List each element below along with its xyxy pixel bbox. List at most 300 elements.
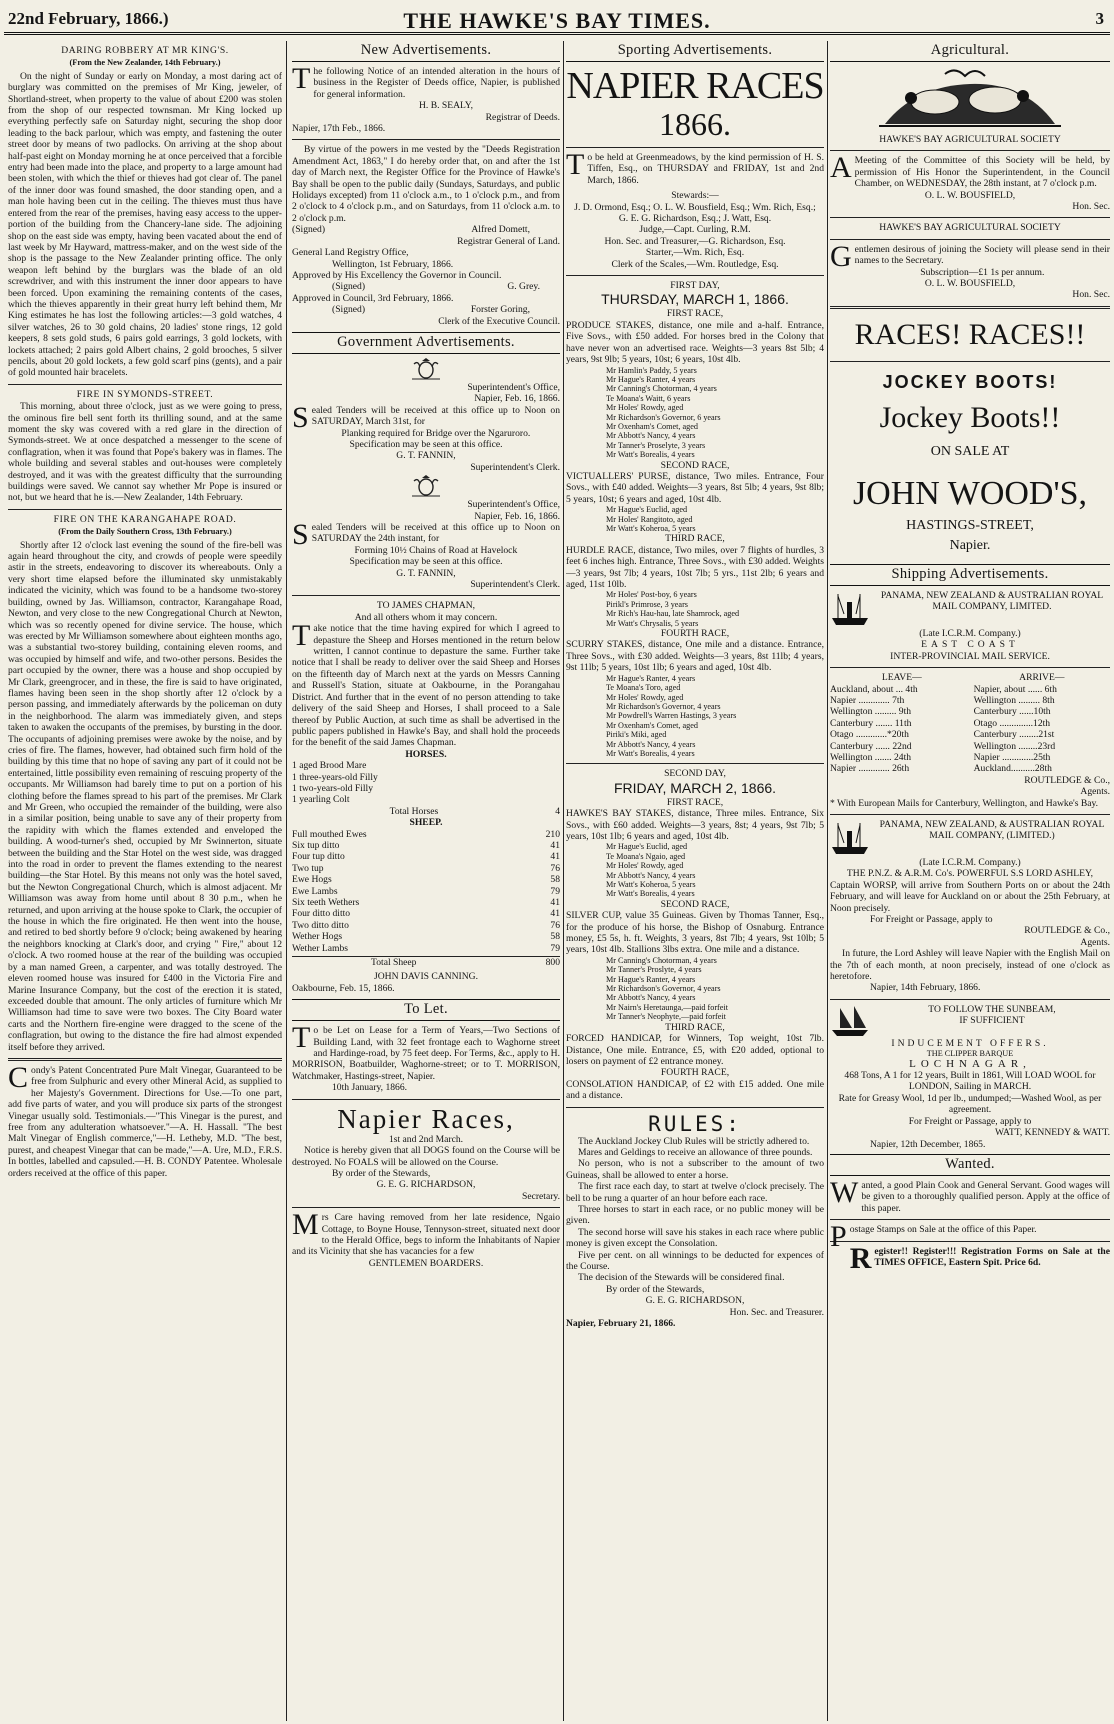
tender-spec: Specification may be seen at this office. [349,556,503,568]
race-label: THIRD RACE, [665,1021,725,1033]
signature-role: Hon. Sec. [1072,289,1110,301]
schedule-row [830,695,1110,706]
sheep-kind: Ewe Lambs [292,885,338,897]
schedule-arrive: Otago ..............12th [973,717,1051,729]
article-body-robbery: On the night of Sunday or early on Monday, a most daring act of burglary was committed on the premises of Mr King, jeweler, of Shortland-street, when property to the value of about £200 was stolen from the shop of our respected townsman. Mr King locked up everything perfectly safe on Saturday night, securing the shop door leading to the back parlour, which was empty, and fastening the outer street door by means of two padlocks. On arriving at the shop about half-past eight on Monday morning he at once perceived that a forcible entry had been made into the place, and property to a large amount had been stolen, with which the thief or thieves had got clear of. The panel of the inner door was found smashed, the door standing open, and a man hole having been cut in the ceiling. The thieves must thus have entered from the rear of the premises, having easy access to the upper-portion of the building from the Chancery-lane side. The adjoining shop on the east side was empty, having been vacated about the end of last week by Mr Hayward, mattress-maker, and on the west side of the shop is the passage to the New Zealander printing office. The only weapon left behind by the burglars was the blade of an old screwdriver, and with this instrument the inner door appears to have been forced. Upon examining the remaining contents of the cases, which the thieves apparently in their great hurry left behind them, Mr King estimates he has lost the following articles:—3 gold watches, 4 silver watches, 26 to 30 gold chains, 20 ladies' stone rings, 12 gold keepers, 8 sets gold studs, 6 pairs gold earrings, 3 gold lockets, with lockets attached; 2 pairs gold Albert chains, 2 gold brooches, 5 silver pencils, about 20 gold lockets, a few gold scarf pins (gents), and a pair of gold mounted hair bracelets. [8,70,282,379]
signature-canning: JOHN DAVIS CANNING. [373,971,479,983]
sheep-count: 76 [550,919,560,931]
column-sporting [566,41,824,1721]
section-heading-shipping: Shipping Advertisements. [830,564,1110,586]
race-entry: Mr Watt's Borealis, 4 years [606,748,695,758]
rule-item: The second horse will save his stakes in each race where public money is given except the Consolation. [566,1226,824,1250]
section-heading-to-let: To Let. [292,999,560,1021]
race-entry: Mr Watt's Koheroa, 5 years [606,880,696,889]
signature-sealy: H. B. SEALY, [418,100,474,112]
notice-date: 10th January, 1866. [332,1082,408,1094]
races-year: 1866. [659,106,731,142]
sheep-count: 79 [550,942,560,954]
schedule-leave: Auckland, about ... 4th [830,683,918,695]
race-label: THIRD RACE, [665,533,725,545]
society-name: HAWKE'S BAY AGRICULTURAL SOCIETY [879,222,1061,234]
race-entry: Mr Holes' Post-boy, 6 years [606,590,697,600]
sheep-total: Total Sheep 800 [292,956,560,968]
sheep-row [292,829,560,840]
schedule-arrive: Napier .............25th [973,751,1051,763]
divider [292,1099,560,1100]
race-entry: Mr Abbott's Nancy, 4 years [606,870,696,880]
schedule-row [830,752,1110,763]
article-source: (From the New Zealander, 14th February.) [69,58,221,68]
schedule-leave: Otago .............*20th [830,729,909,741]
race-entry: Mr Canning's Chotorman, 4 years [606,384,717,394]
divider [830,814,1110,815]
column-news [8,41,282,1721]
issue-date: 22nd February, 1866.) [8,9,169,28]
official-secretary: Hon. Sec. and Treasurer,—G. Richardson, Esq. [604,235,786,247]
race-conditions: VICTUALLERS' PURSE, distance, Two miles. Entrance, Four Sovs., with £40 added. Weights—3 years, 8st 5lb; 4 years, 9st 8lb; 5 years, 10st; 6 years and aged, 10st 4lb. [566,470,824,505]
race-conditions: CONSOLATION HANDICAP, of £2 with £15 added. One mile and a distance. [566,1078,824,1102]
sheep-kind: Six teeth Wethers [292,897,360,908]
signature-richardson: G. E. G. RICHARDSON, [645,1295,745,1307]
sheep-title: SHEEP. [409,817,443,829]
tender-spec: Specification may be seen at this office. [349,438,503,450]
race-entry: Mr Hamlin's Paddy, 5 years [606,365,697,375]
race-entry: Mr Watt's Borealis, 4 years [606,889,695,899]
barque-label: THE CLIPPER BARQUE [926,1049,1014,1059]
office-date: Napier, Feb. 16, 1866. [474,510,560,522]
office-name: Superintendent's Office, [467,499,560,511]
section-heading-government: Government Advertisements. [292,332,560,354]
signature-role: Clerk of the Executive Council. [438,315,560,327]
race-label: SECOND RACE, [660,459,730,471]
official-starter: Starter,—Wm. Rich, Esq. [645,247,745,259]
horse-item: 1 two-years-old Filly [292,782,374,794]
divider [292,139,560,140]
divider [830,361,1110,362]
sheep-kind: Four tup ditto [292,851,345,863]
horses-title: HORSES. [405,748,447,760]
rules-list [566,1136,824,1284]
office-date: Wellington, 1st February, 1866. [332,258,454,270]
steamship-icon [830,590,870,628]
schedule-leave: Canterbury ....... 11th [830,717,912,729]
napier-races-notice: Notice is hereby given that all DOGS found on the Course will be destroyed. No FOALS will be allowed on the Course. [292,1145,560,1168]
sheep-row [292,943,560,954]
signature-richardson: G. E. G. RICHARDSON, [376,1179,476,1191]
race-label: FOURTH RACE, [660,628,730,640]
stewards-order: By order of the Stewards, [606,1283,705,1295]
signature-role: Secretary. [522,1190,560,1202]
divider [566,275,824,276]
membership-notice: Gentlemen desirous of joining the Society will please send in their names to the Secretary. [830,239,1110,273]
race-conditions: PRODUCE STAKES, distance, one mile and a-half. Entrance, Five Sovs., with £50 added. For horses bred in the Colony that have never won an advertised race. Weights—3 years 8st 5lb; 4 years, 9st 9lb; 5 years, 10st; 6 years, 10st 4lb. [566,319,824,366]
company-note: (Late I.C.R.M. Company.) [919,627,1021,639]
race-entry: Mr Holes' Rowdy, aged [606,692,684,702]
schedule-row [830,741,1110,752]
chapman-subtitle: And all others whom it may concern. [354,611,498,623]
wool-rate: Rate for Greasy Wool, 1d per lb., undumped;—Washed Wool, as per agreement. [838,1092,1102,1116]
signature-role: Hon. Sec. [1072,201,1110,213]
signature-grey: G. Grey. [507,281,540,293]
agent-routledge: ROUTLEDGE & Co., [1024,774,1110,786]
schedule-arrive: Wellington ......... 8th [973,694,1055,706]
race-entry: Mr Richardson's Governor, 4 years [606,984,721,994]
schedule-row [830,684,1110,695]
race-entry: Te Moana's Ngaio, aged [606,851,686,861]
race-entry: Mr Abbott's Nancy, 4 years [606,739,696,749]
race-label: FIRST RACE, [666,308,724,320]
stewards-names: G. E. G. Richardson, Esq.; J. Watt, Esq. [618,213,772,225]
sheep-count: 41 [550,851,560,863]
sheep-row [292,874,560,885]
sheep-count: 41 [550,839,560,851]
advert-panama-2 [830,819,1110,857]
race-entry: Mr Oxenham's Comet, aged [606,720,698,730]
race-entry: Mr Watt's Borealis, 4 years [606,450,695,460]
future-notice: In future, the Lord Ashley will leave Napier with the English Mail on the 7th of each month, at noon precisely, instead of one o'clock as heretofore. [830,948,1110,983]
agent-label: Agents. [1080,936,1110,948]
office-name: General Land Registry Office, [292,247,409,259]
rule-item: Three horses to start in each race, or no public money will be given. [566,1203,824,1227]
sheep-count: 41 [550,897,560,908]
race-conditions: FORCED HANDICAP, for Winners, Top weight, 10st 7lb. Distance, One mile. Entrance, £5, with £20 added, optional to losers on payment of £2 entrance money. [566,1033,824,1067]
notice-date: Napier, 14th February, 1866. [870,982,981,994]
notice-date: Napier, February 21, 1866. [566,1318,676,1330]
follow-line: TO FOLLOW THE SUNBEAM, [928,1003,1056,1015]
sheep-row [292,886,560,897]
day-date: FRIDAY, MARCH 2, 1866. [613,779,777,796]
rule-item: No person, who is not a subscriber to the amount of two Guineas, shall be allowed to enter a horse. [566,1158,824,1181]
signature-role: Hon. Sec. and Treasurer. [729,1306,824,1318]
royal-crest-icon [409,358,443,380]
notice-date: Napier, 17th Feb., 1866. [292,123,386,135]
office-name: Superintendent's Office, [467,381,560,393]
race-entry: Mr Nairn's Heretaunga,—paid forfeit [606,1002,728,1012]
schedule-leave: Wellington ......... 9th [830,706,912,718]
race-entry: Pirikl's Primrose, 3 years [606,599,688,609]
divider [830,667,1110,668]
race-entry: Mr Abbott's Nancy, 4 years [606,431,696,441]
agent-label: Agents. [1080,786,1110,798]
shop-street: HASTINGS-STREET, [906,517,1034,533]
divider [566,763,824,764]
races-headline: NAPIER RACES [566,65,824,107]
rule-item: The decision of the Stewards will be considered final. [578,1272,785,1284]
east-coast-label: EAST COAST [921,639,1019,651]
column-rule [827,41,828,1721]
care-notice: Mrs Care having removed from her late residence, Ngaio Cottage, to Boyne House, Tennyson-street, situated next door to the Herald Office, begs to inform the Inhabitants of Napier and its Vicinity that she has vacancies for a few [292,1208,560,1258]
shop-name: JOHN WOOD'S, [852,474,1088,512]
sheep-row [292,897,560,908]
sheep-kind: Full mouthed Ewes [292,828,367,840]
jockey-boots-title: Jockey Boots!! [879,400,1061,434]
divider [830,306,1110,309]
agent-watt: WATT, KENNEDY & WATT. [994,1127,1110,1139]
section-heading-sporting: Sporting Advertisements. [566,41,824,62]
divider [830,1241,1110,1242]
divider [292,1207,560,1208]
jockey-boots-heading: JOCKEY BOOTS! [882,371,1058,392]
signature-line: (Signed) Forster Goring, [292,304,560,315]
race-conditions: SILVER CUP, value 35 Guineas. Given by Thomas Tanner, Esq., for the produce of his horse, the Bishop of Osnaburg. Entrance money, £5 5s, h. ft. Weights, 3 years, 8st 7lb; 4 years, 9st 10lb; 5 years, 10st 4lb. Stallions 3lbs extra. One mile and a distance. [566,910,824,956]
race-entry: Mr Holes' Rowdy, aged [606,403,684,413]
company-name: PANAMA, NEW ZEALAND & AUSTRALIAN ROYAL MAIL COMPANY, LIMITED. [880,589,1104,613]
divider [8,1058,282,1061]
signature-line: (Signed) Alfred Domett, [292,224,560,235]
divider [8,509,282,510]
stewards-label: Stewards:— [671,190,719,202]
race-label: FOURTH RACE, [660,1067,730,1079]
day-label: FIRST DAY, [670,280,720,292]
sheep-row [292,920,560,931]
tender-item: Planking required for Bridge over the Ngaruroro. [341,427,531,439]
sheep-kind: Two ditto ditto [292,919,349,931]
divider [566,147,824,148]
section-heading-new-advertisements: New Advertisements. [292,41,560,62]
sheep-kind: Six tup ditto [292,839,340,851]
race-entry: Piriki's Miki, aged [606,730,667,740]
rule-item: Mares and Geldings to receive an allowance of three pounds. [578,1146,813,1158]
race-entry: Mr Powdrell's Warren Hastings, 3 years [606,711,737,721]
race-entry: Mr Rich's Hau-hau, late Shamrock, aged [606,609,740,619]
freight-line: For Freight or Passage, apply to [870,914,993,925]
race-entry: Mr Tanner's Proslyte, 4 years [606,965,702,975]
napier-races-dates: 1st and 2nd March. [388,1133,464,1145]
race-conditions: HURDLE RACE, distance, Two miles, over 7 flights of hurdles, 3 feet 6 inches high. Entrance, Three Sovs., with £30 added. Weights—3 years, 9st 7lb; 4 years, 10st 7lb; 5 yrs., 11st 2lb; 6 years and aged, 11st 10lb. [566,544,824,591]
page-number: 3 [1095,9,1104,28]
signature-bousfield: O. L. W. BOUSFIELD, [924,189,1016,201]
race-entry: Mr Watt's Koheroa, 5 years [606,524,696,533]
sheep-count: 210 [545,828,560,840]
day1-races [566,308,824,758]
schedule-row [830,729,1110,740]
schedule-leave: Wellington ....... 24th [830,751,912,763]
official-clerk: Clerk of the Scales,—Wm. Routledge, Esq. [611,258,779,270]
section-heading-agricultural: Agricultural. [830,41,1110,62]
sheep-row [292,840,560,851]
sheep-count: 79 [550,885,560,897]
sheep-count: 58 [550,931,560,943]
advert-condy-vinegar: Condy's Patent Concentrated Pure Malt Vinegar, Guaranteed to be free from Sulphuric and every other Mineral Acid, as supplied to her Majesty's Government. Directions for Use.—To one part, add five parts of water, and you will produce six parts of the strongest Vinegar usually sold. Testimonials.—"This Vinegar is the purest, and free from any adulteration whatsoever."—A. H. Hassall. "The best Malt Vinegar of English commerce,"—H. Letheby, M.D. "The best, purest, and cheapest Vinegar that can be made,"—A. Ure, M.D., F.R.S. In bottles, labelled and capsuled.—H. B. CONDY Patentee. Wholesale orders received at the office of this paper. [8,1060,282,1179]
schedule-header-leave: LEAVE— [881,672,922,684]
stewards-order: By order of the Stewards, [332,1167,431,1179]
race-entry: Mr Hague's Ranter, 4 years [606,974,696,984]
sheep-count: 41 [550,908,560,920]
signature-line: (Signed) G. Grey. [292,281,560,292]
signature-bousfield: O. L. W. BOUSFIELD, [924,278,1016,290]
race-entry: Mr Hague's Ranter, 4 years [606,374,696,384]
signature-domett: Alfred Domett, [471,224,530,236]
wanted-notice: Wanted, a good Plain Cook and General Servant. Good wages will be given to a thoroughly qualified person. Apply at the office of this paper. [830,1175,1110,1214]
tender-item: Forming 10½ Chains of Road at Havelock [354,544,518,556]
register-notice: Register!! Register!!! Registration Forms on Sale at the TIMES OFFICE, Eastern Spit. Price 6d. [849,1241,1110,1275]
sheep-kind: Wether Lambs [292,942,348,954]
schedule-arrive: Canterbury ......10th [973,706,1051,718]
napier-races-title: Napier Races, [337,1103,515,1134]
society-name: HAWKE'S BAY AGRICULTURAL SOCIETY [879,134,1061,145]
divider [830,217,1110,218]
race-entry: Mr Tanner's Neophyte,—paid forfeit [606,1012,726,1022]
schedule-row [830,706,1110,717]
sailing-ship-icon [830,1004,870,1038]
schedule-arrive: Canterbury ........21st [973,729,1055,741]
ship-name: THE P.N.Z. & A.R.M. Co's. POWERFUL S.S LORD ASHLEY, [846,868,1094,880]
article-source: (From the Daily Southern Cross, 13th February.) [58,527,232,537]
stewards-names: J. D. Ormond, Esq.; O. L. W. Bousfield, Esq.; Wm. Rich, Esq.; [574,201,816,213]
freight-line: For Freight or Passage, apply to [908,1115,1032,1127]
newspaper-title: THE HAWKE'S BAY TIMES. [403,8,711,33]
article-title-fire-karangahape: FIRE ON THE KARANGAHAPE ROAD. [53,513,237,525]
agent-routledge: ROUTLEDGE & Co., [1024,925,1110,937]
sheep-row [292,931,560,942]
rules-title: RULES: [648,1111,742,1136]
office-date: Napier, Feb. 16, 1866. [474,393,560,405]
ship-name: LOCHNAGAR, [909,1057,1031,1070]
race-conditions: HAWKE'S BAY STAKES, distance, Three miles. Entrance, Six Sovs., with £60 added. Weights—3 years, 8st; 4 years, 9st 7lb; 5 years, 10st 1lb; 6 years and aged, 10st 4lb. [566,808,824,842]
sheep-row [292,851,560,862]
race-entry: Mr Holes' Rowdy, aged [606,861,684,871]
notice-date: Napier, 12th December, 1865. [870,1138,986,1150]
postage-notice: Postage Stamps on Sale at the office of this Paper. [830,1220,1037,1254]
race-entry: Mr Canning's Chotorman, 4 years [606,955,717,965]
to-let-notice: To be Let on Lease for a Term of Years,—Two Sections of Building Land, with 32 feet frontage each to Waghorne street and Hardinge-road, by 75 feet deep. For Terms, &c., apply to H. MORRISON, Boatbuilder, Waghorne-street; or to T. MORRISON, Watchmaker, Hastings-street, Napier. [292,1021,560,1082]
sheep-kind: Two tup [292,862,324,874]
horse-item: 1 aged Brood Mare [292,760,367,772]
schedule-arrive: Napier, about ...... 6th [973,683,1057,695]
race-entry: Mr Hague's Euclid, aged [606,842,688,852]
sheep-kind: Four ditto ditto [292,908,351,920]
ship-notice: Captain WORSP, will arrive from Southern Ports on or about the 24th February, and will leave for Auckland on or about the 25th February, at Noon precisely. [830,879,1110,914]
section-heading-wanted: Wanted. [830,1154,1110,1176]
schedule-leave: Napier ............. 26th [830,763,910,775]
sheep-row [292,908,560,919]
european-mail-note: * With European Mails for Canterbury, Wellington, and Hawke's Bay. [830,797,1099,809]
signature-role: Registrar General of Land. [457,235,560,247]
advert-panama-1 [830,590,1110,628]
tender-notice-2: Sealed Tenders will be received at this office up to Noon on SATURDAY the 24th instant, for [292,518,560,551]
sufficient-line: IF SUFFICIENT [959,1015,1025,1027]
advert-lochnagar [830,1004,1110,1038]
schedule-leave: Canterbury ...... 22nd [830,740,912,752]
inducement-line: INDUCEMENT OFFERS. [891,1037,1049,1049]
race-entry: Mr Abbott's Nancy, 4 years [606,993,696,1003]
masthead [4,3,1110,35]
divider [830,150,1110,151]
race-entry: Mr Oxenham's Comet, aged [606,421,698,431]
race-entry: Mr Richardson's Governor, 4 years [606,701,721,711]
divider [830,999,1110,1000]
livestock-engraving-icon [875,66,1065,132]
company-note: (Late I.C.R.M. Company.) [919,856,1021,868]
mail-service-label: INTER-PROVINCIAL MAIL SERVICE. [890,650,1050,662]
day2-races [566,797,824,1102]
column-new-advertisements [292,41,560,1721]
article-body-fire-karangahape: Shortly after 12 o'clock last evening the sound of the fire-bell was again heard throughout the city, and crowds of people were speedily astir in the streets, endeavoring to discover its whereabouts. Only a very short time elapsed before the illuminated sky unmistakably indicated the vicinity, which was found to be a handsome two-storey building, owned by Jas. Williamson, contractor, Karangahape Road, Newton, and very close to the new Congregational Church at Newton, which was so recently opened for divine service. The house, which was erected by Mr Williamson somewhere about eighteen months ago, was a substantial two-storey building, containing eleven rooms, and was occupied by himself and wife, and two-other persons. Besides the part occupied by the owner, there was a house and shop occupied by Mr Clark, greengrocer, and in these, the fire is said to have originated, flames having been seen in the shop shortly after 12 o'clock by a person passing, and immediately afterwards by the policeman on duty in the neighborhood. The alarm was immediately given, and steps taken to awaken the occupants of the premises, by bursting in the door. The occupants of adjoining premises were awoke by the noise, and by cries of fire. The flames, however, had obtained such firm hold of the building by this time that no hope of saving any part of it could not be entertained, little possibility even remaining of rescuing property of the occupants. Mr Williamson had barely time to put on a portion of his clothing before the flames spread to his part of the premises. Mr Clark and Mr Green, who occupied the remainder of the building, were also in a similar position, being unable to save any of their property from the rapidity with which the flames extended and enveloped the building. A wood-turner's shed, occupied by Mr Swinnerton, situate between the building and the Star Hotel on the west side, was dragged into the road in order to prevent the flames extending to the nearest building—the Star Hotel. By this means not only was the hotel saved, but the Newton Congregational Church, which is almost adjacent. Mr Williamson was away from home until about 8 30 p.m., when he returned, and upon arriving at the house spoke to Clark, the occupier of the house in which the fire originated. He then went into the house, and retired to bed shortly before 9 o'clock; being awakened by hearing the neighbors knocking at Clark's door, and crying " Fire," about 12 o'clock. A two roomed house at the rear of the building was occupied by a man named Green, a carpenter, and was totally destroyed. The eleven roomed house was insured for £400 in the Victoria Fire and Marine Insurance Company, but the cost of the erection it is stated, exceeded double that amount. The only articles of furniture which Mr Williamson had time to save were two boxes. The City Board water carts and the Northern fire-engine were dragged to the scene of the conflagration, but owing to the distance the fire had almost expended itself before they arrived. [8,539,282,1053]
race-entry: Te Moana's Waitt, 6 years [606,393,691,403]
rule-item: The first race each day, to start at twelve o'clock precisely. The bell to be rung a quarter of an hour before each race. [566,1181,824,1204]
meeting-notice: AMeeting of the Committee of this Society will be held, by permission of His Honor the Superintendent, in the Council Chamber, on WEDNESDAY, the 28th instant, at 7 o'clock p.m. [830,151,1110,190]
signature-role: Registrar of Deeds. [485,111,560,123]
divider [8,384,282,385]
signature-role: Superintendent's Clerk. [470,579,560,591]
chapman-notice: Take notice that the time having expired for which I agreed to depasture the Sheep and Horses mentioned in the return below written, I cannot continue to depasture the same. Further take notice that I shall be ready to deliver over the said Sheep and Horses on the fifteenth day of March next at the yards on Messrs Canning and Russell's Station, situate at Oakbourne, in the Porangahau District. And further that in the event of no person attending to take delivery of the said Sheep and Horses, I shall proceed to a Sale thereof by Public Auction, at such time as shall be advertised in the public papers published in Hawke's Bay, and shall hold the proceeds for the benefit of the said James Chapman. [292,619,560,749]
race-entry: Te Moana's Toro, aged [606,683,681,693]
sheep-count: 58 [550,874,560,886]
column-rule [563,41,564,1721]
sheep-row [292,863,560,874]
signature-fannin: G. T. FANNIN, [396,567,456,579]
horse-item: 1 three-years-old Filly [292,771,378,783]
mail-schedule-table [830,672,1110,775]
notice-deeds: The following Notice of an intended alteration in the hours of business in the Register of Deeds office, Napier, is published for general information. [292,62,560,100]
royal-crest-icon [409,475,443,497]
schedule-row [830,718,1110,729]
shop-town: Napier. [949,537,991,553]
rule-item: Five per cent. on all winnings to be deducted for expences of the Course. [566,1249,824,1272]
races-banner: RACES! RACES!! [854,317,1086,351]
schedule-header-arrive: ARRIVE— [1019,672,1065,684]
company-name: PANAMA, NEW ZEALAND, & AUSTRALIAN ROYAL MAIL COMPANY, (LIMITED.) [879,818,1105,842]
signature-fannin: G. T. FANNIN, [396,450,456,462]
race-entry: Mr Hague's Euclid, aged [606,505,688,515]
approved-line: Approved by His Excellency the Governor in Council. [292,269,502,281]
steamship-icon [830,819,870,857]
ship-details: 468 Tons, A 1 for 12 years, Built in 1861, Will LOAD WOOL for LONDON, Sailing in MARCH. [844,1070,1096,1093]
tender-notice-1: Sealed Tenders will be received at this office up to Noon on SATURDAY, March 31st, for [292,400,560,434]
signature-role: Superintendent's Clerk. [470,461,560,473]
divider [566,1107,824,1108]
article-body-fire-symonds: This morning, about three o'clock, just as we were going to press, the ominous fire bell sent forth its thrilling sound, and at the same moment the sky was covered with a red glare in the direction of Symonds-street. We at once despatched a messenger to the scene of conflagration, when it was found that Pope's bakery was in flames. The whole building and several stables and out-houses were completely destroyed, and it was with the greatest difficulty that the surrounding buildings were saved. We cannot say whether Mr Pope is insured or not, but we heard that he is.—New Zealander, 14th February. [8,401,282,504]
race-entry: Mr Tanner's Proselyte, 3 years [606,440,706,450]
chapman-title: TO JAMES CHAPMAN, [376,600,476,612]
subscription-line: Subscription—£1 1s per annum. [920,266,1045,278]
schedule-arrive: Wellington ........23rd [973,740,1056,752]
boarders-line: GENTLEMEN BOARDERS. [368,1257,484,1269]
divider [830,239,1110,240]
column-agricultural-shipping [830,41,1110,1721]
on-sale-line: ON SALE AT [930,443,1010,459]
article-title-robbery: DARING ROBBERY AT MR KING'S. [61,45,229,56]
notice-date: Oakbourne, Feb. 15, 1866. [292,982,395,994]
sheep-kind: Wether Hogs [292,931,343,943]
divider [830,1219,1110,1220]
sheep-count: 76 [550,862,560,874]
schedule-row [830,763,1110,774]
sheep-kind: Ewe Hogs [292,874,332,886]
rule-item: The Auckland Jockey Club Rules will be strictly adhered to. [578,1135,810,1147]
race-conditions: SCURRY STAKES, distance, One mile and a distance. Entrance, Three Sovs., with £30 added. Weights—3 years, 8st 11lb; 4 years, 9st 11lb; 5 years, 10st 1lb; 6 years and aged, 10st 4lb. [566,639,824,674]
divider [292,595,560,596]
horses-total: Total Horses 4 [389,805,560,817]
schedule-arrive: Auckland..........28th [973,763,1052,775]
race-entry: Mr Holes' Rangitoto, aged [606,514,693,524]
race-entry: Mr Richardson's Governor, 6 years [606,412,721,422]
column-rule [286,41,287,1721]
day-label: SECOND DAY, [664,768,726,780]
horse-item: 1 yearling Colt [292,794,350,806]
race-entry: Mr Watt's Chrysalis, 5 years [606,618,699,628]
official-judge: Judge,—Capt. Curling, R.M. [639,224,751,236]
race-label: SECOND RACE, [660,898,730,910]
notice-registration: By virtue of the powers in me vested by the "Deeds Registration Amendment Act, 1863," I do hereby order that, on and after the 1st day of March next, the Register Office for the Province of Hawke's Bay shall be open to the public daily (Sundays, Saturdays, and public Holidays excepted) from 11 o'clock a.m., to 1 o'clock p.m., and from 2 o'clock to 4 o'clock p.m., and on Saturdays, from 11 o'clock a.m. to 2 o'clock p.m. [292,144,560,224]
approved-line: Approved in Council, 3rd February, 1866. [292,292,454,304]
race-label: FIRST RACE, [666,796,724,808]
race-entry: Mr Hague's Ranter, 4 years [606,673,696,683]
sheep-table [292,829,560,954]
signature-goring: Forster Goring, [470,304,530,316]
article-title-fire-symonds: FIRE IN SYMONDS-STREET. [76,388,214,400]
day-date: THURSDAY, MARCH 1, 1866. [601,291,789,308]
